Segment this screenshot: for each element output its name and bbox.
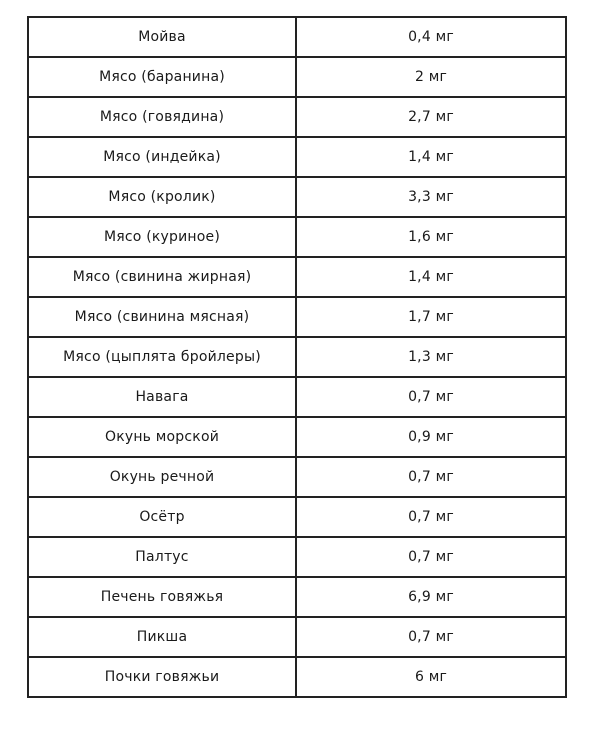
value-cell: 0,7 мг xyxy=(296,377,566,417)
table-row xyxy=(28,257,566,297)
product-cell: Мясо (индейка) xyxy=(28,137,296,177)
table-row xyxy=(28,217,566,257)
value-cell: 0,7 мг xyxy=(296,617,566,657)
product-cell: Мойва xyxy=(28,17,296,57)
table-row xyxy=(28,617,566,657)
nutrition-table-container xyxy=(27,16,565,698)
table-row xyxy=(28,97,566,137)
product-cell: Мясо (свинина жирная) xyxy=(28,257,296,297)
product-cell: Осётр xyxy=(28,497,296,537)
product-cell: Мясо (цыплята бройлеры) xyxy=(28,337,296,377)
product-cell: Мясо (говядина) xyxy=(28,97,296,137)
product-cell: Окунь речной xyxy=(28,457,296,497)
value-cell: 0,4 мг xyxy=(296,17,566,57)
value-cell: 0,7 мг xyxy=(296,497,566,537)
value-cell: 0,7 мг xyxy=(296,537,566,577)
value-cell: 0,7 мг xyxy=(296,457,566,497)
product-cell: Мясо (свинина мясная) xyxy=(28,297,296,337)
value-cell: 6 мг xyxy=(296,657,566,697)
product-cell: Мясо (баранина) xyxy=(28,57,296,97)
value-cell: 1,3 мг xyxy=(296,337,566,377)
table-row xyxy=(28,657,566,697)
product-cell: Почки говяжьи xyxy=(28,657,296,697)
value-cell: 3,3 мг xyxy=(296,177,566,217)
product-cell: Печень говяжья xyxy=(28,577,296,617)
table-row xyxy=(28,377,566,417)
product-cell: Палтус xyxy=(28,537,296,577)
iron-content-table xyxy=(27,16,567,698)
value-cell: 2,7 мг xyxy=(296,97,566,137)
product-cell: Окунь морской xyxy=(28,417,296,457)
table-row xyxy=(28,577,566,617)
product-cell: Пикша xyxy=(28,617,296,657)
table-row xyxy=(28,57,566,97)
table-row xyxy=(28,297,566,337)
value-cell: 1,7 мг xyxy=(296,297,566,337)
table-row xyxy=(28,137,566,177)
table-row xyxy=(28,457,566,497)
value-cell: 1,4 мг xyxy=(296,137,566,177)
table-row xyxy=(28,497,566,537)
table-row xyxy=(28,417,566,457)
table-row xyxy=(28,337,566,377)
value-cell: 6,9 мг xyxy=(296,577,566,617)
table-row xyxy=(28,177,566,217)
value-cell: 1,4 мг xyxy=(296,257,566,297)
value-cell: 1,6 мг xyxy=(296,217,566,257)
product-cell: Мясо (куриное) xyxy=(28,217,296,257)
product-cell: Навага xyxy=(28,377,296,417)
table-row xyxy=(28,17,566,57)
table-body xyxy=(28,17,566,697)
value-cell: 2 мг xyxy=(296,57,566,97)
product-cell: Мясо (кролик) xyxy=(28,177,296,217)
table-row xyxy=(28,537,566,577)
value-cell: 0,9 мг xyxy=(296,417,566,457)
